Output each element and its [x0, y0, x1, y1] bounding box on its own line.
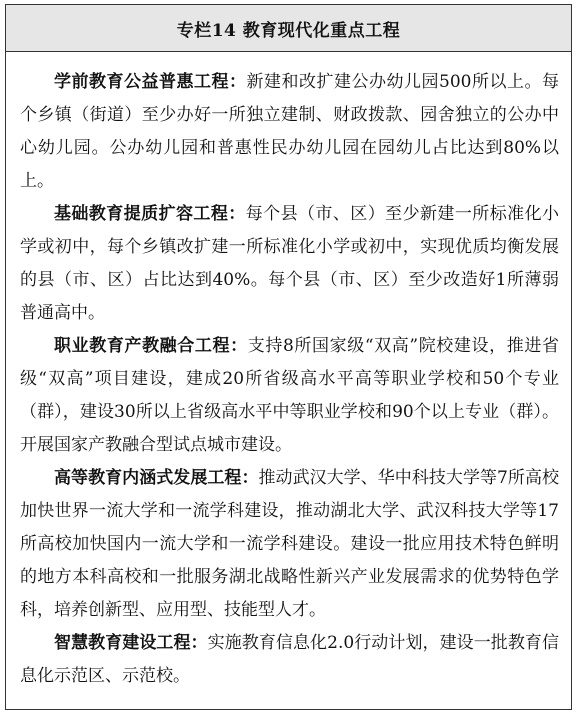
item-text: 推动武汉大学、华中科技大学等7所高校加快世界一流大学和一流学科建设，推动湖北大学、武汉科技大学等17所高校加快国内一流大学和一流学科建设。建设一批应用技术特色鲜明的地方本科高校和一批服务湖北战略性新兴产业发展需求的优势特色学科，培养创新型、应用型、技能型人才。 [20, 468, 559, 620]
feature-box [5, 4, 572, 710]
item-basic-education [20, 198, 559, 330]
item-heading: 智慧教育建设工程： [54, 633, 208, 653]
box-content [6, 52, 571, 693]
item-heading: 基础教育提质扩容工程： [54, 204, 246, 224]
item-smart-education [20, 627, 559, 693]
item-higher-education [20, 462, 559, 627]
box-title: 专栏14 教育现代化重点工程 [6, 5, 571, 52]
item-text: 每个县（市、区）至少新建一所标准化小学或初中，每个乡镇改扩建一所标准化小学或初中，实现优质均衡发展的县（市、区）占比达到40%。每个县（市、区）至少改造好1所薄弱普通高中。 [20, 204, 560, 323]
item-preschool [20, 66, 559, 198]
item-text: 支持8所国家级“双高”院校建设，推进省级“双高”项目建设，建成20所省级高水平高等职业学校和50个专业（群），建设30所以上省级高水平中等职业学校和90个以上专业（群）。开展国家产教融合型试点城市建设。 [20, 336, 559, 455]
item-vocational [20, 330, 559, 462]
item-heading: 职业教育产教融合工程： [54, 336, 248, 356]
item-heading: 学前教育公益普惠工程： [54, 72, 247, 92]
item-text: 新建和改扩建公办幼儿园500所以上。每个乡镇（街道）至少办好一所独立建制、财政拨款、园舍独立的公办中心幼儿园。公办幼儿园和普惠性民办幼儿园在园幼儿占比达到80%以上。 [20, 72, 560, 191]
item-text: 实施教育信息化2.0行动计划，建设一批教育信息化示范区、示范校。 [20, 633, 560, 686]
item-heading: 高等教育内涵式发展工程： [54, 468, 259, 488]
